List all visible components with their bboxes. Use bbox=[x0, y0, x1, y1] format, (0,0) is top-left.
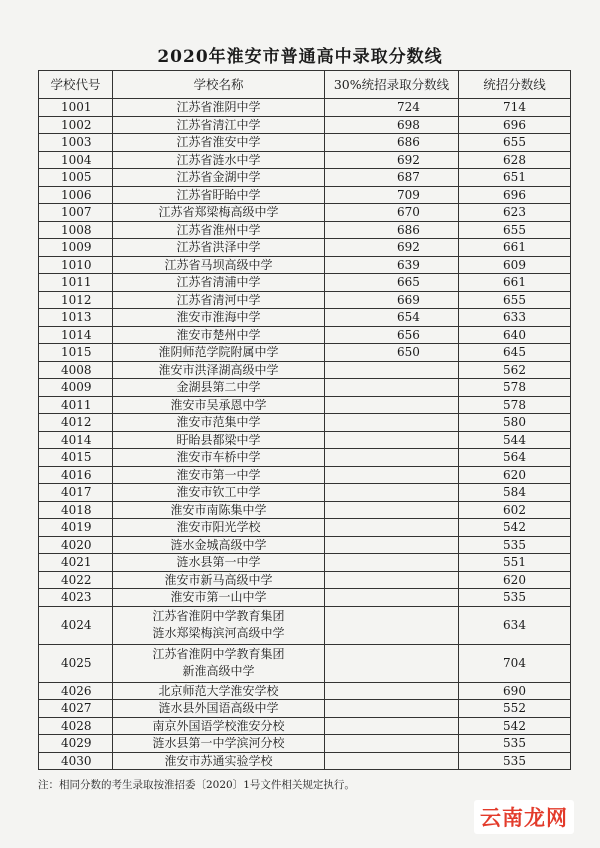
table-row bbox=[39, 682, 571, 700]
school-name-line2: 新淮高级中学 bbox=[182, 664, 255, 678]
cell-school-code: 1012 bbox=[39, 291, 113, 309]
cell-school-code: 4019 bbox=[39, 519, 113, 537]
cell-30pct-score: 669 bbox=[325, 291, 459, 309]
cell-total-score: 542 bbox=[459, 717, 571, 735]
cell-school-code: 4011 bbox=[39, 396, 113, 414]
header-school-name: 学校名称 bbox=[113, 71, 325, 99]
cell-30pct-score bbox=[325, 466, 459, 484]
cell-school-name: 淮安市范集中学 bbox=[113, 414, 325, 432]
cell-school-name: 淮阴师范学院附属中学 bbox=[113, 344, 325, 362]
admission-score-table bbox=[38, 70, 571, 770]
table-row bbox=[39, 519, 571, 537]
cell-school-name: 金湖县第二中学 bbox=[113, 379, 325, 397]
cell-30pct-score bbox=[325, 449, 459, 467]
cell-school-name: 涟水县第一中学 bbox=[113, 554, 325, 572]
cell-30pct-score: 687 bbox=[325, 169, 459, 187]
header-total-score: 统招分数线 bbox=[459, 71, 571, 99]
cell-total-score: 655 bbox=[459, 221, 571, 239]
cell-school-name: 江苏省金湖中学 bbox=[113, 169, 325, 187]
cell-school-name bbox=[113, 606, 325, 644]
table-row bbox=[39, 344, 571, 362]
cell-total-score: 609 bbox=[459, 256, 571, 274]
cell-30pct-score bbox=[325, 484, 459, 502]
cell-school-name: 淮安市南陈集中学 bbox=[113, 501, 325, 519]
table-row bbox=[39, 151, 571, 169]
cell-total-score: 542 bbox=[459, 519, 571, 537]
cell-school-code: 4024 bbox=[39, 606, 113, 644]
table-row bbox=[39, 326, 571, 344]
cell-school-code: 1008 bbox=[39, 221, 113, 239]
cell-total-score: 633 bbox=[459, 309, 571, 327]
cell-30pct-score: 692 bbox=[325, 151, 459, 169]
cell-school-code: 4025 bbox=[39, 644, 113, 682]
cell-school-code: 4030 bbox=[39, 752, 113, 770]
cell-total-score: 655 bbox=[459, 291, 571, 309]
cell-total-score: 544 bbox=[459, 431, 571, 449]
cell-30pct-score bbox=[325, 682, 459, 700]
table-row bbox=[39, 700, 571, 718]
cell-school-name: 淮安市吴承恩中学 bbox=[113, 396, 325, 414]
cell-30pct-score bbox=[325, 536, 459, 554]
cell-total-score: 580 bbox=[459, 414, 571, 432]
cell-total-score: 661 bbox=[459, 239, 571, 257]
cell-school-name: 淮安市苏通实验学校 bbox=[113, 752, 325, 770]
cell-school-code: 4012 bbox=[39, 414, 113, 432]
cell-total-score: 645 bbox=[459, 344, 571, 362]
cell-30pct-score: 686 bbox=[325, 221, 459, 239]
cell-school-name: 江苏省涟水中学 bbox=[113, 151, 325, 169]
cell-school-name: 淮安市淮海中学 bbox=[113, 309, 325, 327]
school-name-line1: 江苏省淮阴中学教育集团 bbox=[152, 609, 285, 623]
table-row bbox=[39, 116, 571, 134]
cell-total-score: 640 bbox=[459, 326, 571, 344]
cell-30pct-score bbox=[325, 501, 459, 519]
table-row bbox=[39, 361, 571, 379]
table-row bbox=[39, 752, 571, 770]
cell-total-score: 535 bbox=[459, 589, 571, 607]
cell-30pct-score: 656 bbox=[325, 326, 459, 344]
table-row bbox=[39, 309, 571, 327]
cell-school-name: 江苏省淮安中学 bbox=[113, 134, 325, 152]
cell-total-score: 535 bbox=[459, 536, 571, 554]
cell-school-name: 南京外国语学校淮安分校 bbox=[113, 717, 325, 735]
cell-total-score: 651 bbox=[459, 169, 571, 187]
cell-total-score: 628 bbox=[459, 151, 571, 169]
cell-30pct-score: 698 bbox=[325, 116, 459, 134]
cell-school-name: 北京师范大学淮安学校 bbox=[113, 682, 325, 700]
cell-30pct-score: 692 bbox=[325, 239, 459, 257]
cell-school-code: 4020 bbox=[39, 536, 113, 554]
cell-30pct-score bbox=[325, 589, 459, 607]
cell-school-name: 淮安市洪泽湖高级中学 bbox=[113, 361, 325, 379]
cell-school-code: 4016 bbox=[39, 466, 113, 484]
table-row bbox=[39, 606, 571, 644]
cell-school-code: 4017 bbox=[39, 484, 113, 502]
cell-total-score: 551 bbox=[459, 554, 571, 572]
cell-school-name: 江苏省清江中学 bbox=[113, 116, 325, 134]
cell-30pct-score bbox=[325, 606, 459, 644]
cell-school-code: 1007 bbox=[39, 204, 113, 222]
table-row bbox=[39, 221, 571, 239]
header-30pct-score: 30%统招录取分数线 bbox=[325, 71, 459, 99]
table-row bbox=[39, 239, 571, 257]
cell-school-code: 4009 bbox=[39, 379, 113, 397]
table-row bbox=[39, 414, 571, 432]
cell-30pct-score bbox=[325, 571, 459, 589]
cell-total-score: 714 bbox=[459, 99, 571, 117]
cell-30pct-score bbox=[325, 396, 459, 414]
cell-total-score: 655 bbox=[459, 134, 571, 152]
cell-total-score: 578 bbox=[459, 379, 571, 397]
cell-school-code: 1002 bbox=[39, 116, 113, 134]
cell-30pct-score bbox=[325, 379, 459, 397]
school-name-line1: 江苏省淮阴中学教育集团 bbox=[152, 647, 285, 661]
cell-30pct-score: 709 bbox=[325, 186, 459, 204]
cell-30pct-score bbox=[325, 554, 459, 572]
table-row bbox=[39, 291, 571, 309]
table-row bbox=[39, 169, 571, 187]
cell-school-code: 4028 bbox=[39, 717, 113, 735]
cell-total-score: 690 bbox=[459, 682, 571, 700]
cell-total-score: 562 bbox=[459, 361, 571, 379]
table-row bbox=[39, 134, 571, 152]
cell-school-code: 1001 bbox=[39, 99, 113, 117]
cell-30pct-score: 650 bbox=[325, 344, 459, 362]
table-row bbox=[39, 431, 571, 449]
cell-school-code: 4008 bbox=[39, 361, 113, 379]
cell-school-name: 江苏省马坝高级中学 bbox=[113, 256, 325, 274]
cell-school-code: 4022 bbox=[39, 571, 113, 589]
cell-30pct-score bbox=[325, 717, 459, 735]
cell-school-code: 1009 bbox=[39, 239, 113, 257]
table-row bbox=[39, 274, 571, 292]
school-name-line2: 涟水郑梁梅滨河高级中学 bbox=[152, 626, 285, 640]
cell-total-score: 620 bbox=[459, 571, 571, 589]
cell-school-name: 淮安市第一中学 bbox=[113, 466, 325, 484]
cell-total-score: 578 bbox=[459, 396, 571, 414]
cell-school-code: 4023 bbox=[39, 589, 113, 607]
cell-30pct-score: 724 bbox=[325, 99, 459, 117]
cell-school-name bbox=[113, 644, 325, 682]
cell-school-code: 4018 bbox=[39, 501, 113, 519]
cell-30pct-score bbox=[325, 644, 459, 682]
table-header-row bbox=[39, 71, 571, 99]
cell-school-name: 江苏省郑梁梅高级中学 bbox=[113, 204, 325, 222]
cell-school-code: 1015 bbox=[39, 344, 113, 362]
cell-30pct-score: 654 bbox=[325, 309, 459, 327]
cell-school-code: 4014 bbox=[39, 431, 113, 449]
table-row bbox=[39, 536, 571, 554]
cell-school-name: 淮安市新马高级中学 bbox=[113, 571, 325, 589]
table-row bbox=[39, 501, 571, 519]
cell-total-score: 602 bbox=[459, 501, 571, 519]
table-row bbox=[39, 571, 571, 589]
cell-school-code: 1013 bbox=[39, 309, 113, 327]
cell-school-code: 1006 bbox=[39, 186, 113, 204]
cell-30pct-score bbox=[325, 700, 459, 718]
table-body bbox=[39, 99, 571, 770]
cell-total-score: 564 bbox=[459, 449, 571, 467]
cell-school-name: 涟水县第一中学滨河分校 bbox=[113, 735, 325, 753]
table-row bbox=[39, 396, 571, 414]
cell-30pct-score bbox=[325, 361, 459, 379]
cell-school-code: 4029 bbox=[39, 735, 113, 753]
cell-total-score: 552 bbox=[459, 700, 571, 718]
cell-school-name: 涟水金城高级中学 bbox=[113, 536, 325, 554]
table-row bbox=[39, 449, 571, 467]
cell-30pct-score: 686 bbox=[325, 134, 459, 152]
cell-total-score: 623 bbox=[459, 204, 571, 222]
table-row bbox=[39, 99, 571, 117]
cell-total-score: 661 bbox=[459, 274, 571, 292]
table-row bbox=[39, 717, 571, 735]
cell-school-code: 4027 bbox=[39, 700, 113, 718]
cell-30pct-score: 639 bbox=[325, 256, 459, 274]
cell-30pct-score: 665 bbox=[325, 274, 459, 292]
cell-school-code: 1011 bbox=[39, 274, 113, 292]
cell-school-name: 江苏省洪泽中学 bbox=[113, 239, 325, 257]
cell-30pct-score: 670 bbox=[325, 204, 459, 222]
footnote: 注：相同分数的考生录取按淮招委〔2020〕1号文件相关规定执行。 bbox=[38, 779, 355, 791]
cell-school-code: 1014 bbox=[39, 326, 113, 344]
cell-school-name: 涟水县外国语高级中学 bbox=[113, 700, 325, 718]
cell-school-name: 盱眙县都梁中学 bbox=[113, 431, 325, 449]
cell-30pct-score bbox=[325, 414, 459, 432]
cell-30pct-score bbox=[325, 519, 459, 537]
cell-school-name: 淮安市楚州中学 bbox=[113, 326, 325, 344]
cell-school-name: 江苏省清河中学 bbox=[113, 291, 325, 309]
table-row bbox=[39, 554, 571, 572]
cell-total-score: 696 bbox=[459, 186, 571, 204]
table-row bbox=[39, 379, 571, 397]
cell-school-name: 淮安市阳光学校 bbox=[113, 519, 325, 537]
cell-school-name: 江苏省清浦中学 bbox=[113, 274, 325, 292]
cell-school-name: 淮安市车桥中学 bbox=[113, 449, 325, 467]
cell-total-score: 634 bbox=[459, 606, 571, 644]
cell-school-name: 江苏省淮州中学 bbox=[113, 221, 325, 239]
table-row bbox=[39, 589, 571, 607]
cell-school-name: 淮安市钦工中学 bbox=[113, 484, 325, 502]
cell-total-score: 696 bbox=[459, 116, 571, 134]
cell-30pct-score bbox=[325, 752, 459, 770]
cell-school-code: 1005 bbox=[39, 169, 113, 187]
cell-total-score: 535 bbox=[459, 735, 571, 753]
table-row bbox=[39, 204, 571, 222]
cell-total-score: 620 bbox=[459, 466, 571, 484]
cell-total-score: 704 bbox=[459, 644, 571, 682]
table-row bbox=[39, 644, 571, 682]
cell-school-code: 4015 bbox=[39, 449, 113, 467]
cell-school-name: 江苏省淮阴中学 bbox=[113, 99, 325, 117]
cell-school-code: 4021 bbox=[39, 554, 113, 572]
watermark-logo: 云南龙网 bbox=[474, 800, 574, 834]
table-row bbox=[39, 466, 571, 484]
table-row bbox=[39, 186, 571, 204]
cell-school-name: 江苏省盱眙中学 bbox=[113, 186, 325, 204]
header-school-code: 学校代号 bbox=[39, 71, 113, 99]
table-row bbox=[39, 256, 571, 274]
cell-school-name: 淮安市第一山中学 bbox=[113, 589, 325, 607]
table-row bbox=[39, 735, 571, 753]
page-title: 2020年淮安市普通高中录取分数线 bbox=[157, 47, 443, 67]
table-row bbox=[39, 484, 571, 502]
cell-school-code: 1004 bbox=[39, 151, 113, 169]
cell-total-score: 535 bbox=[459, 752, 571, 770]
cell-30pct-score bbox=[325, 735, 459, 753]
cell-school-code: 1010 bbox=[39, 256, 113, 274]
cell-30pct-score bbox=[325, 431, 459, 449]
cell-total-score: 584 bbox=[459, 484, 571, 502]
cell-school-code: 1003 bbox=[39, 134, 113, 152]
cell-school-code: 4026 bbox=[39, 682, 113, 700]
